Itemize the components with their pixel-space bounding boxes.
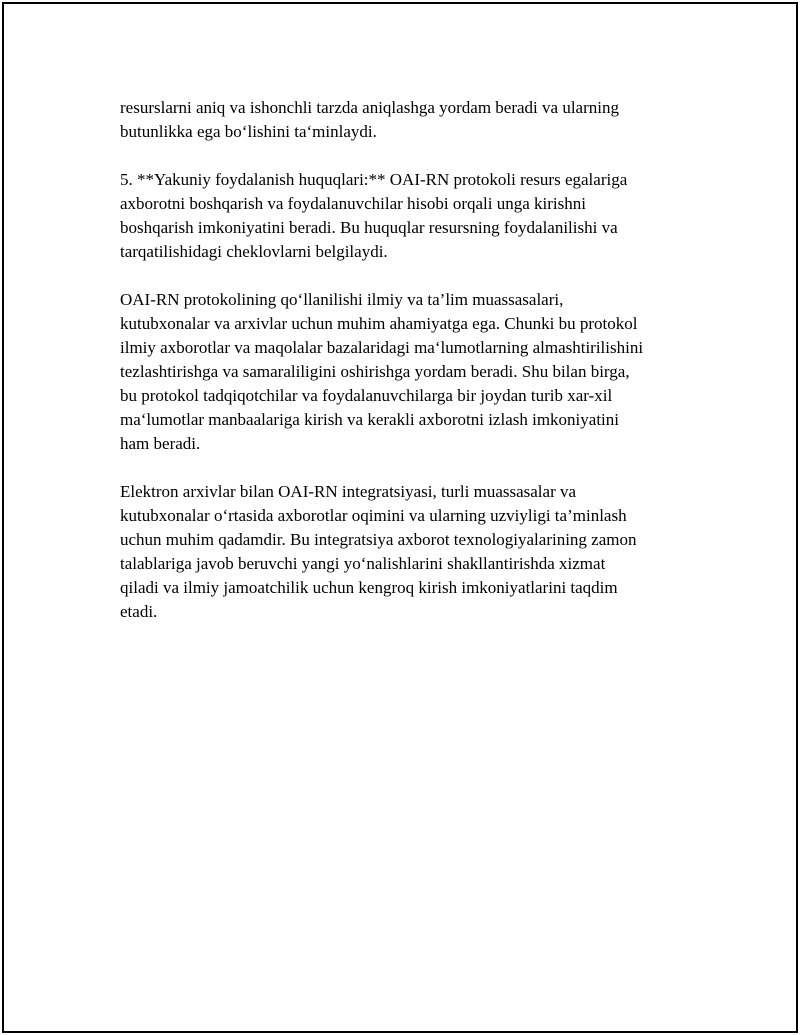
text-line: axborotni boshqarish va foydalanuvchilar hisobi orqali unga kirishni <box>120 194 586 213</box>
text-line: ma‘lumotlar manbaalariga kirish va kerakli axborotni izlash imkoniyatini <box>120 410 619 429</box>
document-body <box>120 96 700 648</box>
text-line: resurslarni aniq va ishonchli tarzda aniqlashga yordam beradi va ularning <box>120 98 619 117</box>
text-line: OAI-RN protokolining qo‘llanilishi ilmiy va ta’lim muassasalari, <box>120 290 564 309</box>
text-line: etadi. <box>120 602 158 621</box>
paragraph-continuation <box>120 96 700 144</box>
text-line: kutubxonalar va arxivlar uchun muhim ahamiyatga ega. Chunki bu protokol <box>120 314 638 333</box>
paragraph-integration <box>120 480 700 624</box>
paragraph-usage-rights <box>120 168 700 264</box>
text-line: butunlikka ega bo‘lishini ta‘minlaydi. <box>120 122 377 141</box>
text-line: talablariga javob beruvchi yangi yo‘nalishlarini shakllantirishda xizmat <box>120 554 606 573</box>
text-line: kutubxonalar o‘rtasida axborotlar oqimini va ularning uzviyligi ta’minlash <box>120 506 627 525</box>
text-line: ham beradi. <box>120 434 201 453</box>
text-line: qiladi va ilmiy jamoatchilik uchun kengroq kirish imkoniyatlarini taqdim <box>120 578 618 597</box>
text-line: Elektron arxivlar bilan OAI-RN integratsiyasi, turli muassasalar va <box>120 482 577 501</box>
text-line: bu protokol tadqiqotchilar va foydalanuvchilarga bir joydan turib xar-xil <box>120 386 613 405</box>
paragraph-protocol-importance <box>120 288 700 456</box>
text-line: boshqarish imkoniyatini beradi. Bu huquqlar resursning foydalanilishi va <box>120 218 618 237</box>
text-line: 5. **Yakuniy foydalanish huquqlari:** OAI-RN protokoli resurs egalariga <box>120 170 628 189</box>
text-line: tezlashtirishga va samaraliligini oshirishga yordam beradi. Shu bilan birga, <box>120 362 630 381</box>
text-line: uchun muhim qadamdir. Bu integratsiya axborot texnologiyalarining zamon <box>120 530 637 549</box>
document-page <box>2 2 798 1033</box>
text-line: ilmiy axborotlar va maqolalar bazalaridagi ma‘lumotlarning almashtirilishini <box>120 338 644 357</box>
text-line: tarqatilishidagi cheklovlarni belgilaydi. <box>120 242 388 261</box>
